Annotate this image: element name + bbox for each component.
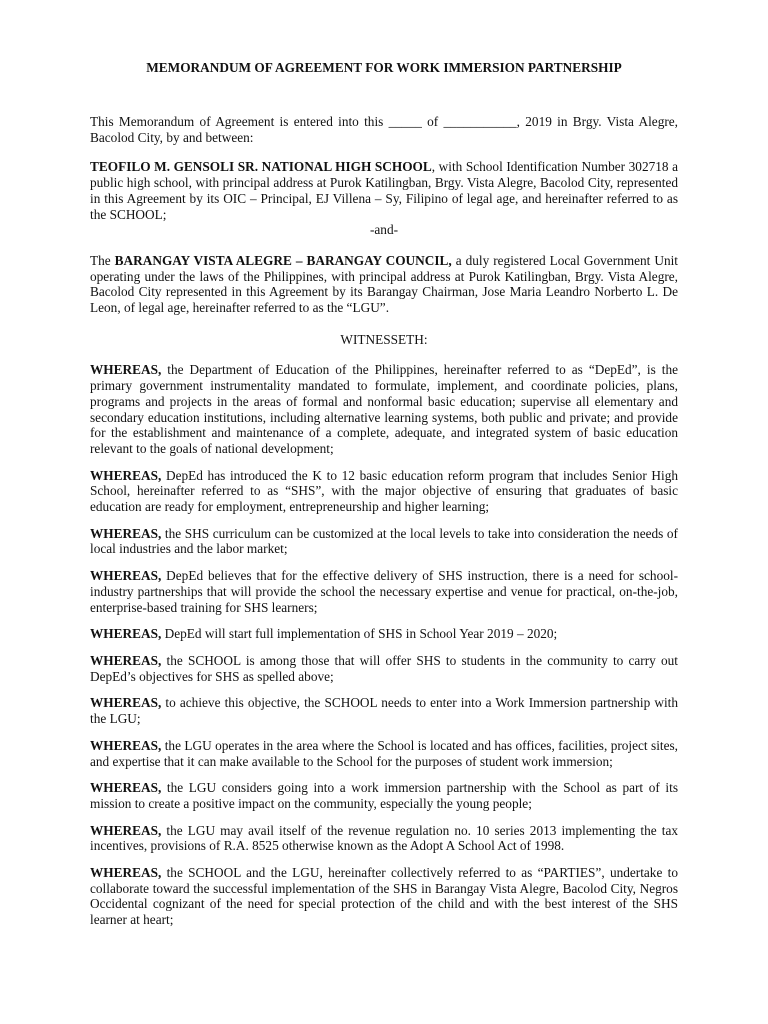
whereas-clauses [90, 362, 678, 927]
whereas-text: the Department of Education of the Philippines, hereinafter referred to as “DepEd”, is the primary government instrumentality mandated to formulate, implement, and coordinate policies, plans, programs and projects in the areas of formal and nonformal basic education; supervise all elementary and secondary education institutions, including alternative learning systems, both public and private; and provide for the establishment and maintenance of a complete, adequate, and integrated system of basic education relevant to the goals of national development; [90, 362, 678, 456]
whereas-label: WHEREAS, [90, 737, 162, 753]
whereas-clause [90, 865, 678, 928]
whereas-label: WHEREAS, [90, 362, 162, 378]
party-lgu-prefix: The [90, 252, 115, 268]
party-lgu-text: a duly registered Local Government Unit operating under the laws of the Philippines, with principal address at Purok Katilingban, Brgy. Vista Alegre, Bacolod City represented in this Agreement by its Barangay Chairman, Jose Maria Leandro Norberto L. De Leon, of legal age, hereinafter referred to as the “LGU”. [90, 252, 678, 316]
whereas-text: DepEd will start full implementation of SHS in School Year 2019 – 2020; [161, 626, 558, 642]
party-lgu-name: BARANGAY VISTA ALEGRE – BARANGAY COUNCIL, [114, 252, 452, 268]
whereas-text: the LGU considers going into a work immersion partnership with the School as part of its mission to create a positive impact on the community, especially the young people; [90, 780, 678, 811]
whereas-label: WHEREAS, [90, 652, 162, 668]
whereas-clause [90, 626, 678, 642]
whereas-text: to achieve this objective, the SCHOOL needs to enter into a Work Immersion partnership with the LGU; [90, 695, 678, 727]
whereas-text: the SCHOOL and the LGU, hereinafter collectively referred to as “PARTIES”, undertake to collaborate toward the successful implementation of the SHS in Barangay Vista Alegre, Bacolod City, Negros Occidental cognizant of the need for special protection of the child and with the best interest of the SHS learner at heart; [90, 865, 678, 928]
whereas-label: WHEREAS, [90, 865, 162, 881]
whereas-label: WHEREAS, [90, 568, 162, 584]
intro-paragraph: This Memorandum of Agreement is entered into this _____ of ___________, 2019 in Brgy. Vista Alegre, Bacolod City, by and between: [90, 114, 678, 145]
whereas-clause [90, 568, 678, 615]
whereas-label: WHEREAS, [90, 525, 162, 541]
whereas-clause [90, 362, 678, 456]
party-school-name: TEOFILO M. GENSOLI SR. NATIONAL HIGH SCHOOL [90, 159, 432, 175]
whereas-clause [90, 695, 678, 726]
whereas-text: the SHS curriculum can be customized at the local levels to take into consideration the needs of local industries and the labor market; [90, 525, 678, 557]
whereas-label: WHEREAS, [90, 695, 162, 711]
and-separator: -and- [369, 222, 399, 238]
whereas-clause [90, 738, 678, 769]
whereas-label: WHEREAS, [90, 626, 162, 642]
whereas-text: the SCHOOL is among those that will offer SHS to students in the community to carry out DepEd’s objectives for SHS as spelled above; [90, 652, 678, 684]
whereas-text: DepEd has introduced the K to 12 basic education reform program that includes Senior High School, hereinafter referred to as “SHS”, with the major objective of ensuring that graduates of basic education are ready for employment, entrepreneurship and higher learning; [90, 467, 678, 515]
document-title: MEMORANDUM OF AGREEMENT FOR WORK IMMERSION PARTNERSHIP [146, 60, 622, 75]
whereas-clause [90, 780, 678, 811]
party-lgu-paragraph [90, 253, 678, 316]
whereas-text: the LGU may avail itself of the revenue regulation no. 10 series 2013 implementing the tax incentives, provisions of R.A. 8525 otherwise known as the Adopt A School Act of 1998. [90, 822, 678, 854]
whereas-clause [90, 468, 678, 515]
whereas-clause [90, 526, 678, 557]
whereas-label: WHEREAS, [90, 467, 162, 483]
whereas-text: DepEd believes that for the effective delivery of SHS instruction, there is a need for school-industry partnerships that will provide the school the necessary expertise and venue for practical, on-the-job, enterprise-based training for SHS learners; [90, 568, 678, 615]
whereas-clause [90, 823, 678, 854]
whereas-text: the LGU operates in the area where the School is located and has offices, facilities, project sites, and expertise that it can make available to the School for the purposes of student work immersion; [90, 737, 678, 769]
whereas-clause [90, 653, 678, 684]
party-school-text: , with School Identification Number 302718 a public high school, with principal address at Purok Katilingban, Brgy. Vista Alegre, Bacolod City, represented in this Agreement by its OIC – Principal, EJ Villena – Sy, Filipino of legal age, and hereinafter referred to as the SCHOOL; [90, 159, 678, 222]
whereas-label: WHEREAS, [90, 822, 162, 838]
whereas-label: WHEREAS, [90, 780, 162, 796]
party-school-paragraph [90, 159, 678, 222]
witnesseth-heading: WITNESSETH: [340, 331, 428, 347]
